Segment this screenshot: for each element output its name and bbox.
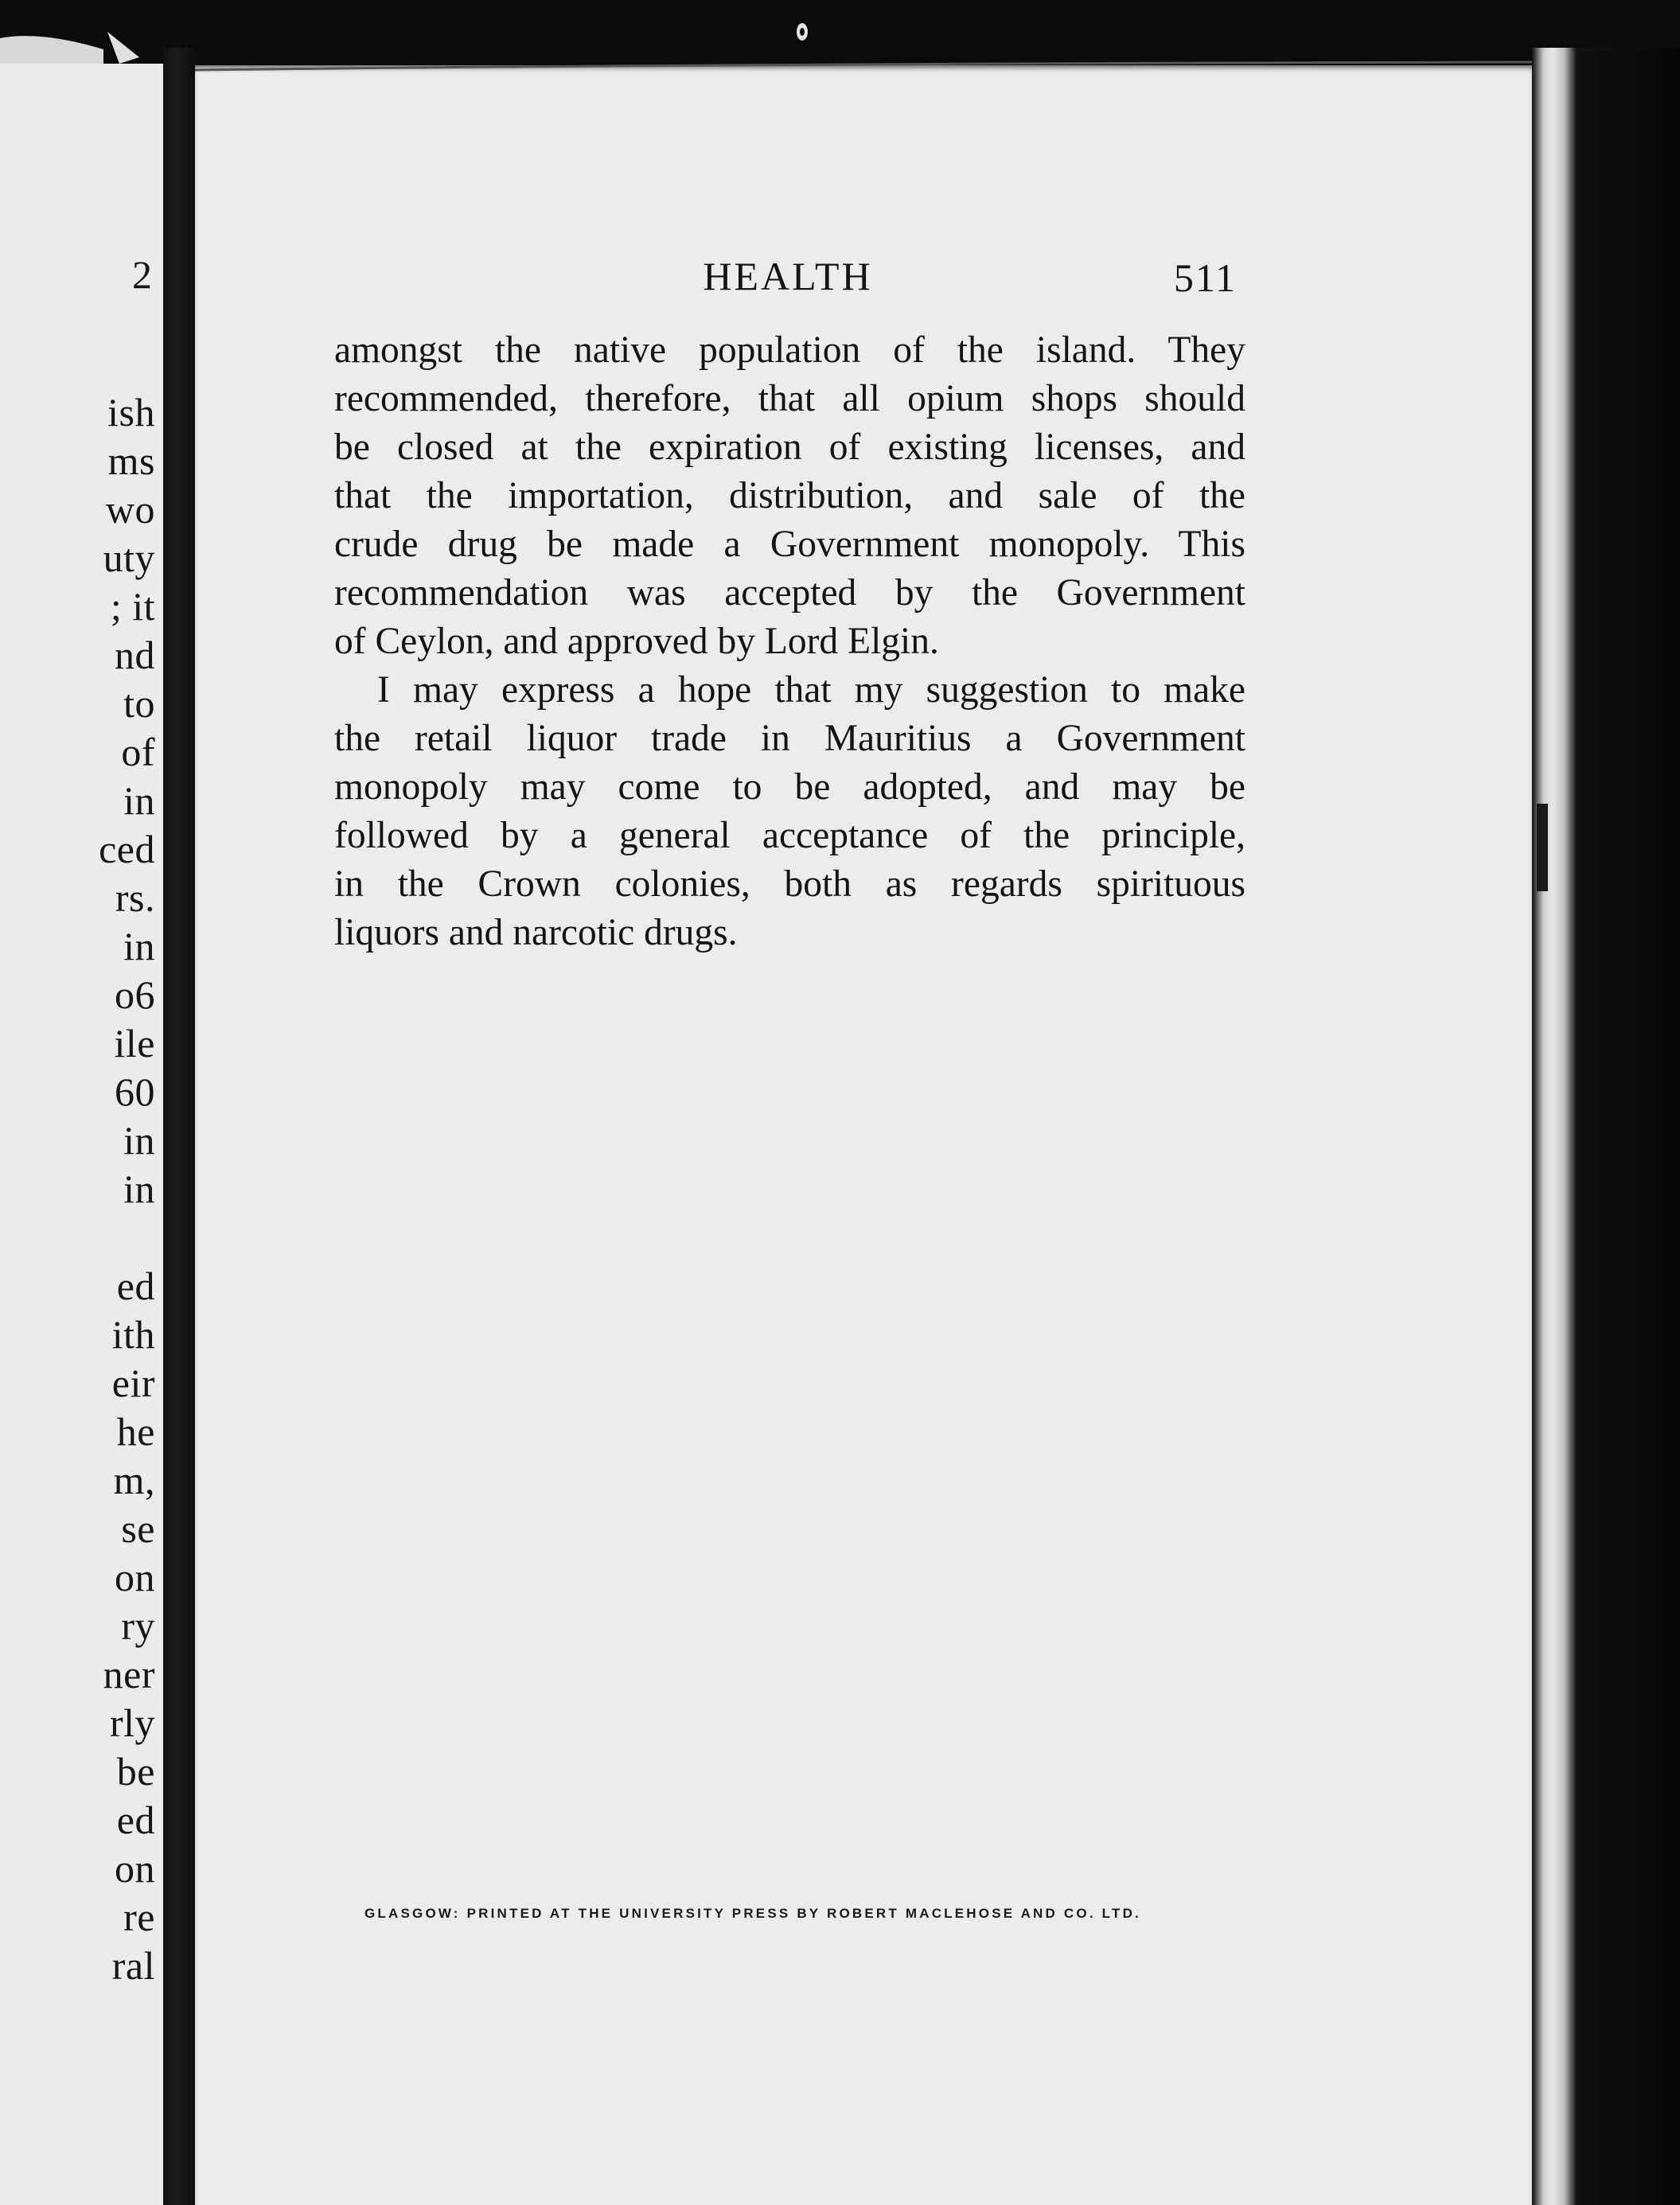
text-line: I may express a hope that my suggestion to make [377, 669, 1245, 711]
facing-page-fragment: ced [99, 827, 155, 871]
text-line: in the Crown colonies, both as regards spirituous [334, 863, 1245, 905]
facing-page-fragment: to [123, 681, 155, 726]
facing-page-fragment: 2 [132, 252, 152, 297]
facing-page-line-fragments [99, 388, 155, 1990]
facing-page-fragment: 60 [115, 1069, 155, 1114]
facing-page-fragment: in [123, 1118, 155, 1163]
page-corner [0, 36, 103, 64]
text-line: followed by a general acceptance of the principle, [334, 815, 1245, 856]
text-line: recommended, therefore, that all opium shops should [334, 378, 1245, 419]
text-line: be closed at the expiration of existing licenses, and [334, 427, 1245, 468]
facing-page-fragment: wo [105, 487, 155, 532]
facing-page-fragment: o6 [115, 972, 155, 1017]
text-line: amongst the native population of the island. They [334, 329, 1245, 371]
facing-page-fragment: ms [107, 438, 155, 483]
facing-page-fragment: ; it [110, 584, 155, 629]
running-head-title: HEALTH [703, 254, 873, 298]
facing-page-fragment: ile [114, 1021, 155, 1065]
text-line: the retail liquor trade in Mauritius a Government [334, 718, 1245, 759]
text-line: crude drug be made a Government monopoly. This [334, 524, 1245, 565]
facing-page-fragment: re [123, 1895, 155, 1939]
facing-page-fragment: rs. [115, 875, 155, 920]
facing-page-fragment: ish [107, 390, 155, 434]
page-corner [107, 32, 139, 64]
facing-page-fragment: ed [116, 1264, 155, 1308]
facing-page-fragment: be [116, 1749, 155, 1794]
facing-page-fragment: ry [121, 1603, 155, 1648]
facing-page-fragment: he [116, 1409, 155, 1454]
text-line: liquors and narcotic drugs. [334, 912, 738, 953]
facing-page-fragment: ith [111, 1312, 155, 1357]
facing-page-fragment: on [115, 1846, 155, 1891]
facing-page-edge [0, 64, 163, 2205]
facing-page-fragment: in [123, 1167, 155, 1211]
facing-page-fragment: in [123, 778, 155, 823]
facing-page-fragment: of [121, 730, 155, 774]
text-line: that the importation, distribution, and sale of the [334, 475, 1245, 516]
facing-page-fragment: ral [111, 1943, 155, 1988]
facing-page-fragment: in [123, 924, 155, 968]
printer-imprint: GLASGOW: PRINTED AT THE UNIVERSITY PRESS BY ROBERT MACLEHOSE AND CO. LTD. [364, 1906, 1141, 1921]
facing-page-fragment: on [115, 1555, 155, 1599]
facing-page-fragment: ed [116, 1798, 155, 1842]
text-line: recommendation was accepted by the Government [334, 572, 1245, 614]
page-number: 511 [1173, 255, 1237, 300]
book-gutter [163, 48, 195, 2205]
running-header [334, 253, 1241, 301]
facing-page-fragment: m, [113, 1458, 155, 1502]
facing-page-fragment: nd [115, 633, 155, 677]
facing-page-fragment [99, 1214, 155, 1262]
facing-page-fragment: se [121, 1506, 155, 1551]
body-text [334, 326, 1245, 957]
facing-page-fragment: eir [111, 1361, 155, 1405]
facing-page-fragment: uty [103, 536, 155, 580]
dust-speck [800, 28, 805, 36]
facing-page-fragment: rly [109, 1700, 155, 1745]
text-line: monopoly may come to be adopted, and may be [334, 766, 1245, 808]
page-edges [1532, 48, 1680, 2205]
facing-page-fragment: ner [103, 1652, 155, 1697]
text-line: of Ceylon, and approved by Lord Elgin. [334, 621, 939, 662]
dust-speck [797, 23, 808, 41]
